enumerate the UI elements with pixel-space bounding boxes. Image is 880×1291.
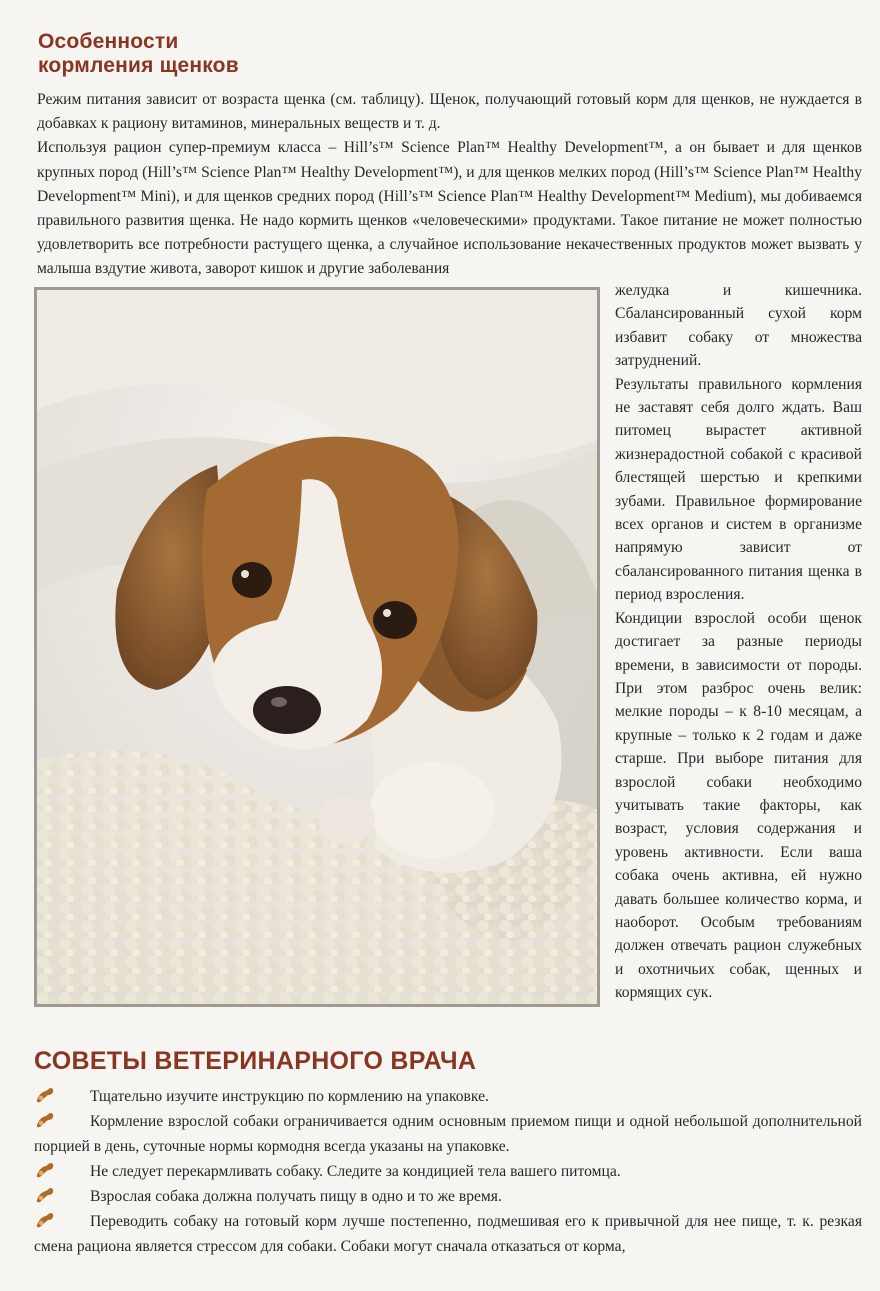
side-column-text [615,279,862,1005]
list-item [34,1209,862,1259]
section-title-line1: Особенности [38,30,179,53]
dog-bone-bullet-icon [34,1161,56,1179]
tips-list [34,1084,862,1259]
side-paragraph: Кондиции взрослой особи щенок достигает за разные периоды времени, в зависимости от породы. При этом разброс очень велик: мелкие породы – к 8-10 месяцам, а крупные – только к 2 годам и даже старше. При выборе питания для взрослой собаки необходимо учитывать такие факторы, как возраст, условия содержания и уровень активности. Если ваша собака очень активна, ей нужно давать большее количество корма, и наоборот. Особым требованиям должен отвечать рацион служебных и охотничьих собак, щенных и кормящих сук. [615,609,862,1002]
tip-text: Тщательно изучите инструкцию по кормлению на упаковке. [90,1088,489,1105]
list-item [34,1109,862,1159]
intro-text [37,88,862,282]
list-item [34,1184,862,1209]
tip-text: Взрослая собака должна получать пищу в одно и то же время. [90,1188,502,1205]
tips-title: СОВЕТЫ ВЕТЕРИНАРНОГО ВРАЧА [34,1047,477,1075]
tip-text: Не следует перекармливать собаку. Следите за кондицией тела вашего питомца. [90,1163,621,1180]
beagle-puppy-photo [34,287,600,1007]
list-item [34,1159,862,1184]
tip-text: Переводить собаку на готовый корм лучше постепенно, подмешивая его к привычной для нее пище, т. к. резкая смена рациона является стрессом для собаки. Собаки могут сначала отказаться от корма, [34,1213,862,1255]
dog-bone-bullet-icon [34,1186,56,1204]
puppy-illustration [37,290,597,1004]
list-item [34,1084,862,1109]
dog-bone-bullet-icon [34,1086,56,1104]
side-paragraph: желудка и кишечника. Сбалансированный сухой корм избавит собаку от множества затруднений. [615,282,862,370]
tip-text: Кормление взрослой собаки ограничивается одним основным приемом пищи и одной небольшой дополнительной порцией в день, суточные нормы кормодня всегда указаны на упаковке. [34,1113,862,1155]
intro-paragraph: Используя рацион супер-премиум класса – Hill’s™ Science Plan™ Healthy Development™, а он бывает и для щенков крупных пород (Hill’s™ Science Plan™ Healthy Development™), и для щенков мелких пород (Hill’s™ Science Plan™ Healthy Development™ Mini), и для щенков средних пород (Hill’s™ Science Plan™ Healthy Development™ Medium), мы добиваемся правильного развития щенка. Не надо кормить щенков «человеческими» продуктами. Такое питание не может полностью удовлетворить все потребности растущего щенка, а случайное использование некачественных продуктов может вызвать у малыша вздутие живота, заворот кишок и другие заболевания [37,139,862,278]
intro-paragraph: Режим питания зависит от возраста щенка (см. таблицу). Щенок, получающий готовый корм для щенков, не нуждается в добавках к рациону витаминов, минеральных веществ и т. д. [37,91,862,133]
section-title-line2: кормления щенков [38,54,239,77]
section-title [38,30,239,78]
dog-bone-bullet-icon [34,1211,56,1229]
side-paragraph: Результаты правильного кормления не заставят себя долго ждать. Ваш питомец вырастет активной жизнерадостной собакой с красивой блестящей шерстью и крепкими зубами. Правильное формирование всех органов и систем в организме напрямую зависит от сбалансированного питания щенка в период взросления. [615,375,862,604]
dog-bone-bullet-icon [34,1111,56,1129]
